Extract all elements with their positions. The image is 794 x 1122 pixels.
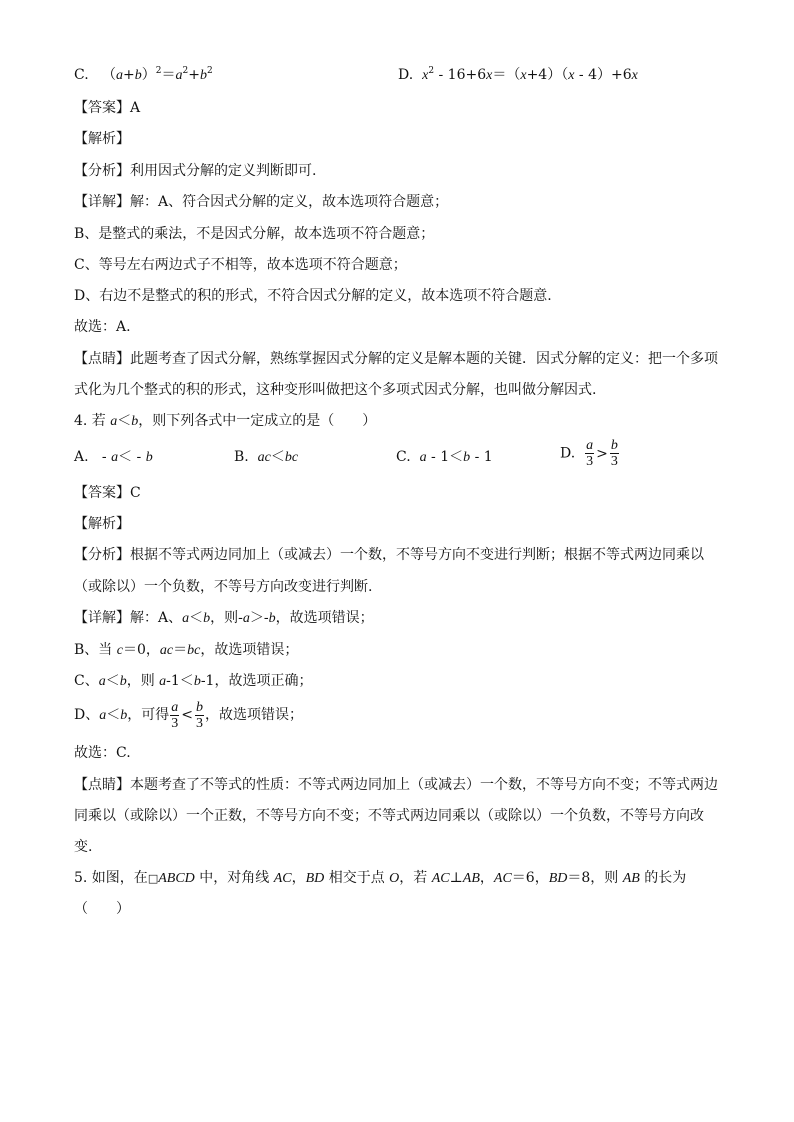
q4-analysis-heading: 【解析】	[74, 516, 130, 532]
q4-dianjing-1: 【点睛】本题考查了不等式的性质：不等式两边同加上（或减去）一个数，不等号方向不变；不等式两边	[74, 777, 718, 793]
q3-options-row	[74, 65, 638, 86]
q4-option-b: B. ac＜bc	[234, 449, 299, 465]
q5-answer-paren: （ ）	[74, 901, 130, 917]
q4-xiangjie-b: B、当 c＝0，ac＝bc，故选项错误；	[74, 642, 299, 658]
q3-dianjing-1: 【点睛】此题考查了因式分解，熟练掌握因式分解的定义是解本题的关键．因式分解的定义：把一个多项	[74, 351, 718, 367]
q4-xiangjie-d-frac-left: $\frac{a}{3}$	[171, 699, 179, 731]
q4-xiangjie-d: D、a＜b，可得 $\frac{a}{3}$ < $\frac{b}{3}$ ，故选项错误；	[74, 699, 303, 731]
q3-answer: 【答案】A	[74, 100, 141, 116]
q3-fenxi: 【分析】利用因式分解的定义判断即可.	[74, 163, 317, 179]
q3-xiangjie: 【详解】解：A、符合因式分解的定义，故本选项符合题意；	[74, 194, 449, 210]
q4-xiangjie-c: C、a＜b，则 a-1＜b-1，故选项正确；	[74, 673, 313, 689]
q4-fenxi-2: （或除以）一个负数，不等号方向改变进行判断.	[74, 579, 373, 595]
parallelogram-symbol: □	[147, 872, 159, 885]
q3-line-b: B、是整式的乘法，不是因式分解，故本选项不符合题意；	[74, 226, 435, 242]
q4-dianjing-2: 同乘以（或除以）一个正数，不等号方向不变；不等式两边同乘以（或除以）一个负数，不等号方向改	[74, 808, 704, 824]
q4-option-c: C. a - 1＜b - 1	[396, 449, 493, 465]
q3-dianjing-2: 式化为几个整式的积的形式，这种变形叫做把这个多项式因式分解，也叫做分解因式.	[74, 382, 597, 398]
q4-option-d: D. $\frac{a}{3}$ > $\frac{b}{3}$	[560, 438, 618, 469]
q4-xiangjie-d-frac-right: $\frac{b}{3}$	[195, 699, 203, 731]
q4-answer: 【答案】C	[74, 485, 141, 501]
q4-option-d-frac-left: $\frac{a}{3}$	[586, 438, 594, 469]
q3-choice: 故选：A.	[74, 319, 131, 335]
q3-option-c: C. $(a+b)^2=a^2+b^2$	[74, 66, 213, 83]
q4-dianjing-3: 变.	[74, 839, 93, 855]
q4-stem: 4. 若 a＜b，则下列各式中一定成立的是（ ）	[74, 413, 377, 429]
q3-line-d: D、右边不是整式的积的形式，不符合因式分解的定义，故本选项不符合题意.	[74, 288, 552, 304]
q4-fenxi-1: 【分析】根据不等式两边同加上（或减去）一个数，不等号方向不变进行判断；根据不等式两边同乘以	[74, 547, 704, 563]
q4-option-a: A. - a＜ - b	[74, 449, 153, 465]
q5-stem: 5. 如图，在□ABCD 中，对角线 AC，BD 相交于点 O，若 AC⊥AB，AC＝6，BD＝8，则 AB 的长为	[74, 870, 687, 886]
q4-xiangjie-a: 【详解】解：A、a＜b，则-a＞-b，故选项错误；	[74, 610, 374, 626]
q3-option-d: D. $x^2 - 16+6x=(x+4)(x - 4)+6x$	[398, 66, 638, 83]
q3-analysis-heading: 【解析】	[74, 131, 130, 147]
q4-choice: 故选：C.	[74, 745, 131, 761]
q3-line-c: C、等号左右两边式子不相等，故本选项不符合题意；	[74, 257, 407, 273]
q4-option-d-frac-right: $\frac{b}{3}$	[610, 438, 618, 469]
q4-options-row	[74, 438, 618, 469]
